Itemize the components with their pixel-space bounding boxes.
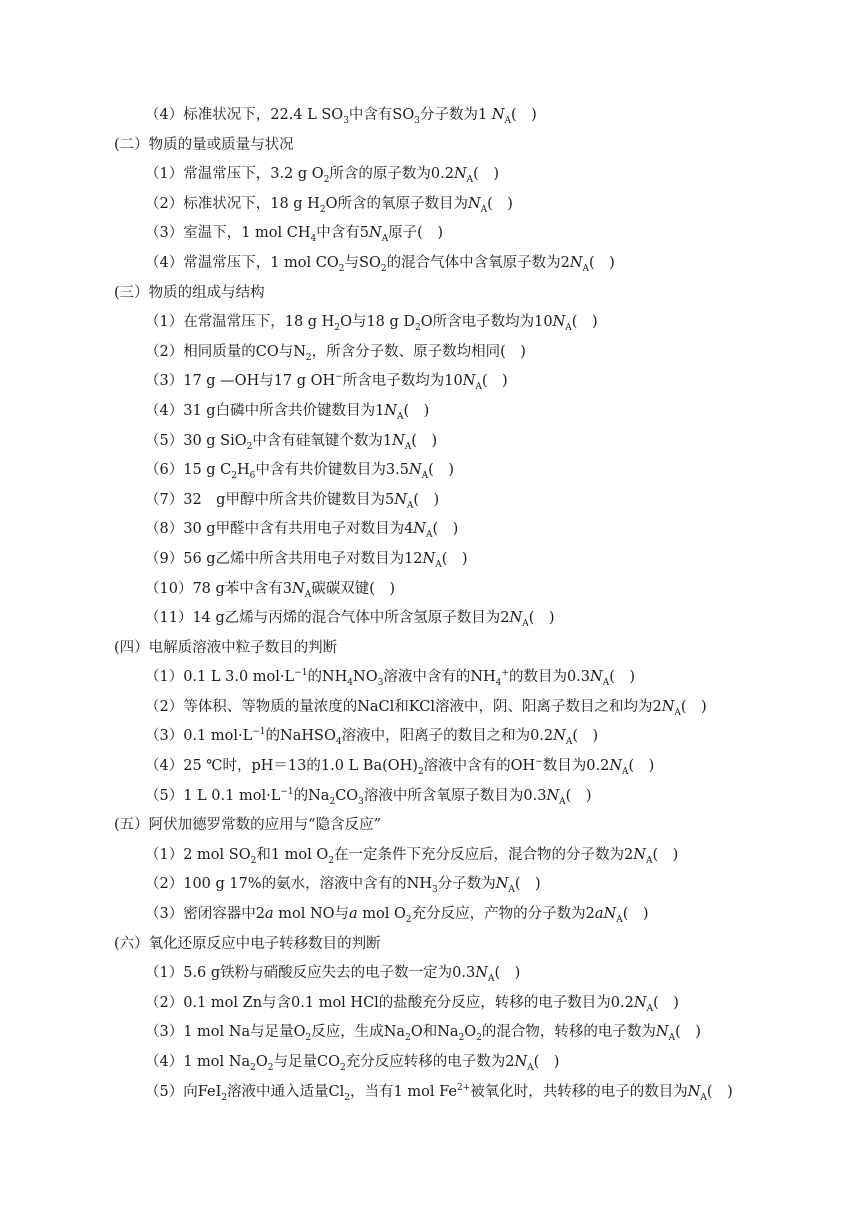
question-item: （4）31 g白磷中所含共价键数目为$1N_A$( ) xyxy=(145,402,430,422)
question-item: （9）56 g乙烯中所含共用电子对数目为$12N_A$( ) xyxy=(145,550,468,570)
document-body xyxy=(0,101,860,1107)
question-item: （1）5.6 g铁粉与硝酸反应失去的电子数一定为$0.3N_A$( ) xyxy=(145,965,521,985)
question-item: （11）14 g乙烯与丙烯的混合气体中所含氢原子数目为$2N_A$( ) xyxy=(145,610,555,629)
question-item: （4）标准状况下，22.4 L $SO_3$中含有$SO_3$分子数为1 $N_A$( ) xyxy=(145,107,537,126)
question-item: （5）1 L 0.1 $mol\cdot L^{-1}$的$Na_2CO_3$溶液中所含氧原子数目为$0.3N_A$( ) xyxy=(145,786,592,807)
question-item: （2）标准状况下，18 g $H_2O$所含的氧原子数目为$N_A$( ) xyxy=(145,195,513,215)
question-item: （3）17 g —OH与17 g OH−所含电子数均为$10N_A$( ) xyxy=(145,372,508,393)
question-item: （3）室温下，1 mol $CH_4$中含有$5N_A$原子( ) xyxy=(145,225,444,245)
question-item: （1）2 mol $SO_2$和1 mol $O_2$在一定条件下充分反应后，混合物的分子数为$2N_A$( ) xyxy=(145,846,679,866)
question-item: （7）32 g甲醇中所含共价键数目为$5N_A$( ) xyxy=(145,491,440,511)
question-item: （8）30 g甲醛中含有共用电子对数目为$4N_A$( ) xyxy=(145,521,459,541)
question-item: （4）25 ℃时，pH＝13的1.0 L $Ba(OH)_2$溶液中含有的OH−数目为$0.2N_A$( ) xyxy=(145,757,655,777)
question-item: （4）1 mol $Na_2O_2$与足量$CO_2$充分反应转移的电子数为$2N_A$( ) xyxy=(145,1054,560,1073)
section-heading: (五）阿伏加德罗常数的应用与“隐含反应” xyxy=(114,817,381,834)
section-heading: (六）氧化还原反应中电子转移数目的判断 xyxy=(114,935,381,952)
question-item: （2）相同质量的CO与$N_2$，所含分子数、原子数均相同( ) xyxy=(145,343,526,363)
question-item: （3）密闭容器中2a mol NO与a mol $O_2$充分反应，产物的分子数为$2aN_A$( ) xyxy=(145,906,649,925)
question-item: （5）向FeI$_2$溶液中通入适量$Cl_2$，当有1 mol $Fe^{2+}$被氧化时，共转移的电子的数目为$N_A$( ) xyxy=(145,1082,733,1103)
section-heading: (四）电解质溶液中粒子数目的判断 xyxy=(114,639,338,656)
question-item: （2）100 g 17%的氨水，溶液中含有的$NH_3$分子数为$N_A$( ) xyxy=(145,876,541,896)
section-heading: (二）物质的量或质量与状况 xyxy=(114,136,294,153)
question-item: （1）常温常压下，3.2 g $O_2$所含的原子数为$0.2N_A$( ) xyxy=(145,166,499,186)
question-item: （3）1 mol Na与足量$O_2$反应，生成$Na_2O$和$Na_2O_2$的混合物，转移的电子数为$N_A$( ) xyxy=(145,1024,701,1044)
question-item: （1）在常温常压下，18 g $H_2O$与18 g $D_2O$所含电子数均为$10N_A$( ) xyxy=(145,314,598,334)
question-item: （3）0.1 $mol\cdot L^{-1}$的NaHSO$_4$溶液中，阳离子的数目之和为$0.2N_A$( ) xyxy=(145,727,599,748)
section-heading: (三）物质的组成与结构 xyxy=(114,284,265,301)
question-item: （6）15 g $C_2H_6$中含有共价键数目为$3.5N_A$( ) xyxy=(145,462,454,482)
question-item: （10）78 g苯中含有$3N_A$碳碳双键( ) xyxy=(145,580,396,600)
question-item: （5）30 g SiO$_2$中含有硅氧键个数为$1N_A$( ) xyxy=(145,432,438,452)
question-item: （2）等体积、等物质的量浓度的NaCl和KCl溶液中，阴、阳离子数目之和均为$2N_A$( ) xyxy=(145,698,707,718)
question-item: （4）常温常压下，1 mol $CO_2$与$SO_2$的混合气体中含氧原子数为$2N_A$( ) xyxy=(145,254,615,274)
question-item: （1）0.1 L 3.0 $mol\cdot L^{-1}$的$NH_4NO_3$溶液中含有的$NH_4^+$的数目为$0.3N_A$( ) xyxy=(145,668,636,689)
question-item: （2）0.1 mol Zn与含0.1 mol HCl的盐酸充分反应，转移的电子数目为$0.2N_A$( ) xyxy=(145,994,679,1014)
